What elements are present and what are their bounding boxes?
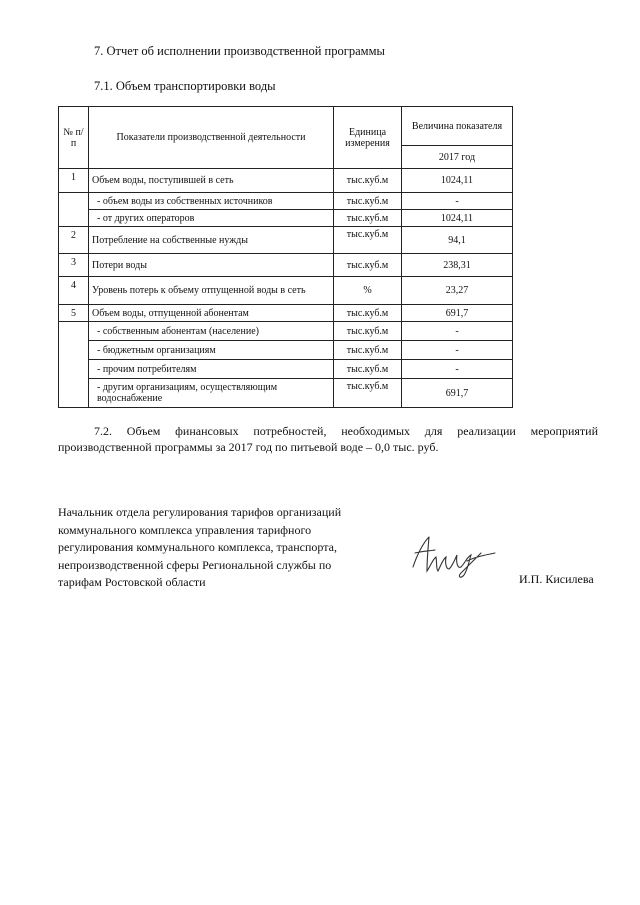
row-unit: тыс.куб.м bbox=[334, 254, 402, 277]
row-num: 2 bbox=[59, 227, 89, 254]
position-line: Начальник отдела регулирования тарифов организаций bbox=[58, 505, 342, 519]
signatory-position bbox=[58, 504, 388, 592]
table-row bbox=[59, 305, 513, 322]
row-num: 5 bbox=[59, 305, 89, 322]
row-value: 238,31 bbox=[402, 254, 513, 277]
table-row bbox=[59, 210, 513, 227]
row-num-empty bbox=[59, 193, 89, 227]
row-value: - bbox=[402, 341, 513, 360]
row-unit: тыс.куб.м bbox=[334, 305, 402, 322]
row-unit: тыс.куб.м bbox=[334, 360, 402, 379]
row-name: - бюджетным организациям bbox=[89, 341, 334, 360]
subsection-title: 7.1. Объем транспортировки воды bbox=[94, 79, 276, 93]
row-unit: тыс.куб.м bbox=[334, 193, 402, 210]
row-value: 23,27 bbox=[402, 277, 513, 305]
row-name: - прочим потребителям bbox=[89, 360, 334, 379]
table-row bbox=[59, 254, 513, 277]
row-value: 691,7 bbox=[402, 379, 513, 408]
row-unit: тыс.куб.м bbox=[334, 210, 402, 227]
row-num: 3 bbox=[59, 254, 89, 277]
row-name: Уровень потерь к объему отпущенной воды в сеть bbox=[89, 277, 334, 305]
table-row bbox=[59, 193, 513, 210]
row-name: - собственным абонентам (население) bbox=[89, 322, 334, 341]
row-value: - bbox=[402, 322, 513, 341]
row-name: Объем воды, поступившей в сеть bbox=[89, 169, 334, 193]
position-line: регулирования коммунального комплекса, транспорта, bbox=[58, 540, 337, 554]
table-row bbox=[59, 379, 513, 408]
handwritten-signature bbox=[405, 529, 500, 581]
header-unit: Единица измерения bbox=[334, 107, 402, 169]
header-value: Величина показателя bbox=[402, 107, 513, 146]
row-value: 1024,11 bbox=[402, 169, 513, 193]
row-name: - от других операторов bbox=[89, 210, 334, 227]
row-unit: тыс.куб.м bbox=[334, 169, 402, 193]
row-num: 1 bbox=[59, 169, 89, 193]
row-num: 4 bbox=[59, 277, 89, 305]
row-unit: тыс.куб.м bbox=[334, 379, 402, 408]
water-transport-table bbox=[58, 106, 513, 408]
row-num-empty bbox=[59, 322, 89, 408]
position-line: тарифам Ростовской области bbox=[58, 575, 206, 589]
header-year: 2017 год bbox=[402, 146, 513, 169]
financial-needs-paragraph: 7.2. Объем финансовых потребностей, необходимых для реализации мероприятий производственной программы за 2017 год по питьевой воде – 0,0 тыс. руб. bbox=[58, 424, 598, 454]
table-row bbox=[59, 360, 513, 379]
header-num: № п/п bbox=[59, 107, 89, 169]
signatory-name: И.П. Кисилева bbox=[519, 572, 594, 586]
row-unit: тыс.куб.м bbox=[334, 227, 402, 254]
row-name: - объем воды из собственных источников bbox=[89, 193, 334, 210]
table-row bbox=[59, 322, 513, 341]
row-value: 1024,11 bbox=[402, 210, 513, 227]
row-name: Потери воды bbox=[89, 254, 334, 277]
section-title: 7. Отчет об исполнении производственной программы bbox=[94, 44, 385, 58]
row-unit: % bbox=[334, 277, 402, 305]
table-row bbox=[59, 169, 513, 193]
row-name: Объем воды, отпущенной абонентам bbox=[89, 305, 334, 322]
row-name: Потребление на собственные нужды bbox=[89, 227, 334, 254]
row-value: - bbox=[402, 360, 513, 379]
table-row bbox=[59, 227, 513, 254]
position-line: коммунального комплекса управления тарифного bbox=[58, 522, 312, 537]
header-indicator: Показатели производственной деятельности bbox=[89, 107, 334, 169]
row-value: - bbox=[402, 193, 513, 210]
row-unit: тыс.куб.м bbox=[334, 341, 402, 360]
table-row bbox=[59, 277, 513, 305]
row-value: 691,7 bbox=[402, 305, 513, 322]
row-unit: тыс.куб.м bbox=[334, 322, 402, 341]
row-name: - другим организациям, осуществляющим водоснабжение bbox=[89, 379, 334, 408]
row-value: 94,1 bbox=[402, 227, 513, 254]
table-row bbox=[59, 341, 513, 360]
position-line: непроизводственной сферы Региональной службы по bbox=[58, 557, 332, 572]
